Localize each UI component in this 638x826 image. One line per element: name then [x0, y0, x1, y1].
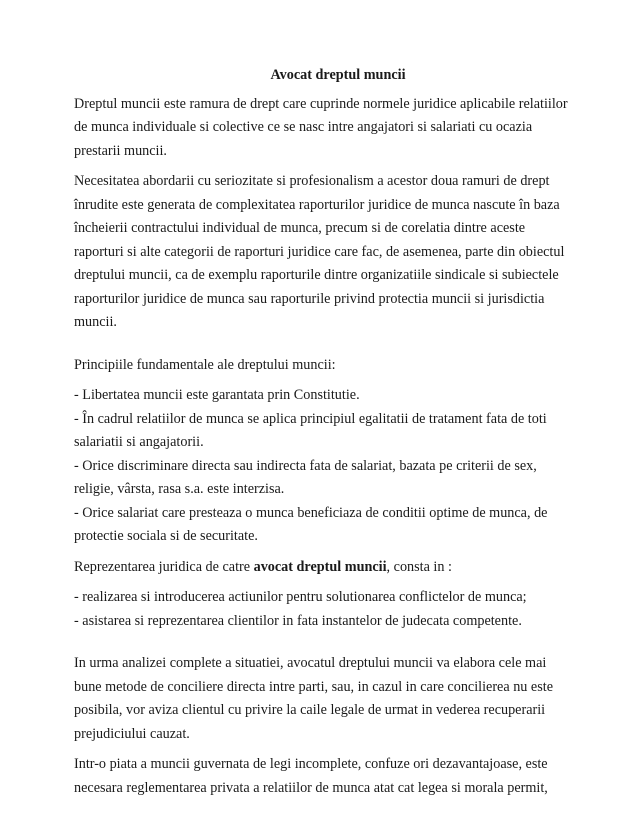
representation-prefix: Reprezentarea juridica de catre [74, 558, 254, 575]
principle-item: - În cadrul relatiilor de munca se aplica principiul egalitatii de tratament fata de toti salariatii si angajatorii. [74, 410, 547, 450]
action-item: - realizarea si introducerea actiunilor pentru solutionarea conflictelor de munca; [74, 589, 527, 605]
principles-heading: Principiile fundamentale ale dreptului muncii: [74, 356, 336, 373]
principle-item: - Orice salariat care presteaza o munca beneficiaza de conditii optime de munca, de protectie sociala si de securitate. [74, 504, 548, 544]
paragraph-market: Intr-o piata a muncii guvernata de legi incomplete, confuze ori dezavantajoase, este necesara reglementarea privata a relatiilor de munca atat cat legea si morala permit, [74, 756, 548, 796]
paragraph-representation [74, 556, 572, 580]
principle-item: - Orice discriminare directa sau indirecta fata de salariat, bazata pe criterii de sex, religie, vârsta, rasa s.a. este interzisa. [74, 457, 537, 497]
paragraph-definition: Dreptul muncii este ramura de drept care cuprinde normele juridice aplicabile relatiilor de munca individuale si colective ce se nasc intre angajatori si salariati cu ocazia prestarii muncii. [74, 95, 568, 159]
action-item: - asistarea si reprezentarea clientilor in fata instantelor de judecata competente. [74, 612, 522, 629]
paragraph-analysis: In urma analizei complete a situatiei, avocatul dreptului muncii va elabora cele mai bune metode de conciliere directa intre parti, sau, in cazul in care concilierea nu este posibila, vor aviza clientul cu privire la caile legale de urmat in vederea recuperarii prejudiciului cauzat. [74, 655, 553, 742]
representation-keyword: avocat dreptul muncii [253, 558, 387, 575]
representation-suffix: , consta in : [386, 558, 452, 575]
document-page [74, 64, 572, 807]
actions-list [74, 586, 572, 633]
document-title: Avocat dreptul muncii [270, 67, 406, 83]
principle-item: - Libertatea muncii este garantata prin Constitutie. [74, 387, 360, 403]
paragraph-necessity: Necesitatea abordarii cu seriozitate si profesionalism a acestor doua ramuri de drept înrudite este generata de complexitatea raporturilor juridice de munca nascute în baza încheierii contractului individual de munca, precum si de corelatia dintre aceste raporturi si alte categorii de raporturi juridice care fac, de asemenea, parte din obiectul dreptului muncii, ca de exemplu raporturile dintre organizatiile sindicale si subiectele raporturilor juridice de munca sau raporturile privind protectia muncii si jurisdictia muncii. [74, 173, 565, 330]
principles-list [74, 384, 572, 549]
